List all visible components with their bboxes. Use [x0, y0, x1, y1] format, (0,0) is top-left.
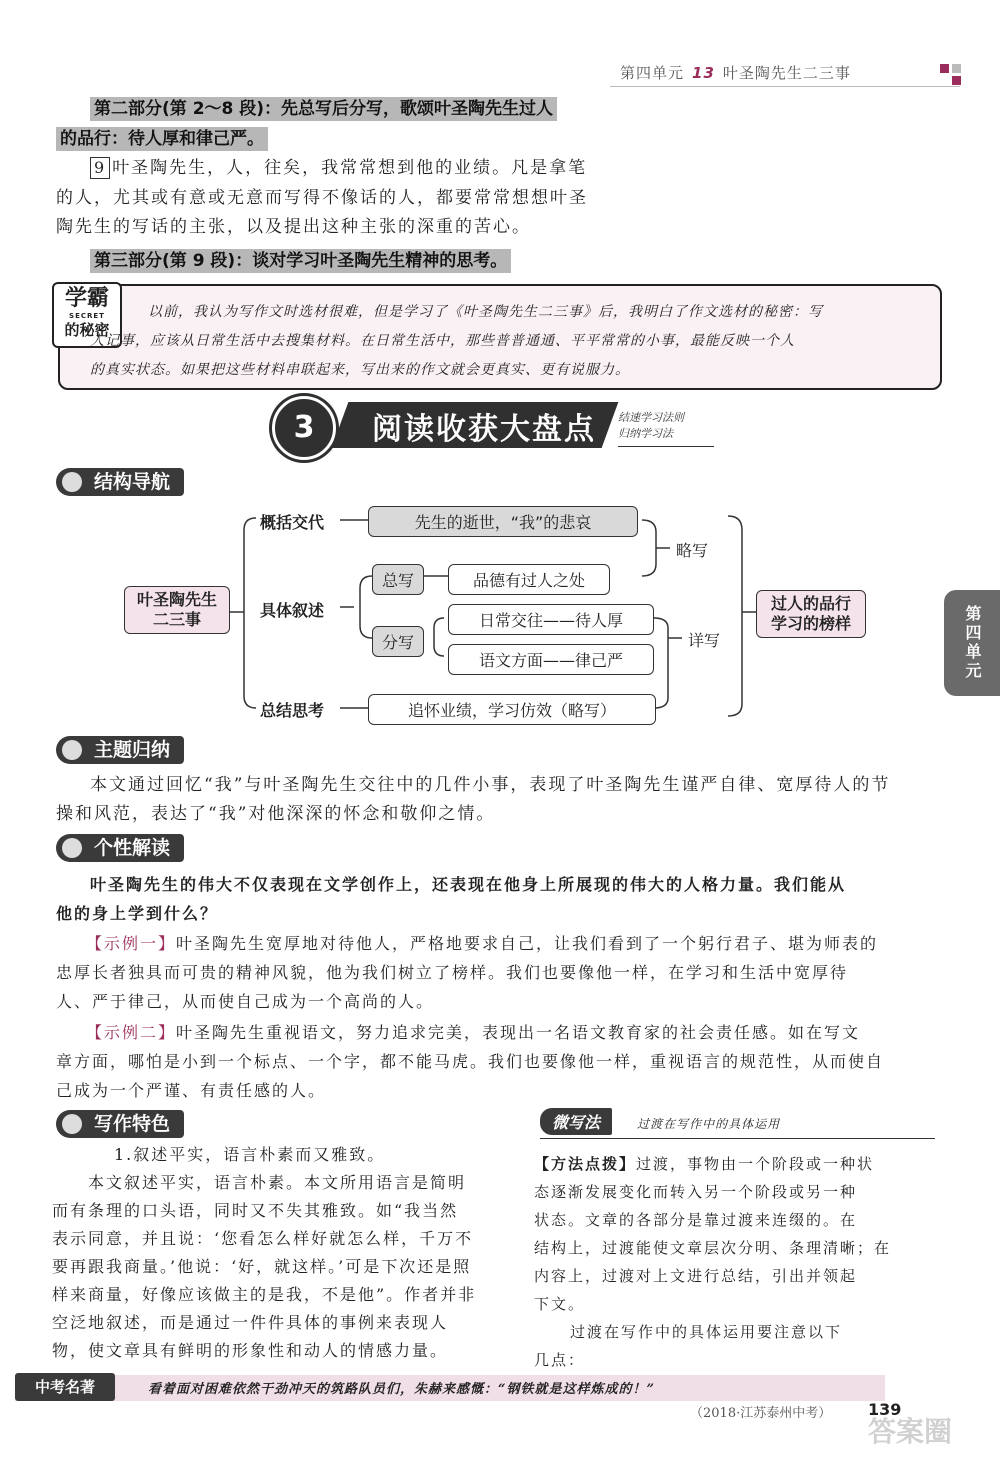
writing-body	[52, 1169, 507, 1365]
method-body-line: 结构上，过渡能使文章层次分明、条理清晰；在	[534, 1239, 892, 1257]
example2-label: 【示例二】	[86, 1023, 177, 1042]
tag-dot-icon	[62, 472, 82, 492]
method-body-line: 状态。文章的各部分是靠过渡来连缀的。在	[534, 1211, 858, 1229]
structure-tag: 结构导航	[56, 468, 184, 496]
part2-heading-cont: 的品行：待人厚和律己严。	[56, 124, 268, 149]
tag-dot-icon	[62, 838, 82, 858]
tag-dot-icon	[62, 740, 82, 760]
method-body-line: 下文。	[534, 1295, 586, 1313]
node-virtue: 品德有过人之处	[448, 564, 610, 595]
header-square-icon	[952, 64, 961, 73]
question-line2: 他的身上学到什么？	[56, 904, 219, 923]
node-fenxie: 分写	[372, 626, 424, 657]
node-daily-life: 日常交往——待人厚	[448, 604, 654, 635]
example1-label: 【示例一】	[86, 934, 177, 953]
running-header	[620, 62, 851, 83]
example1-line1: 【示例一】叶圣陶先生宽厚地对待他人，严格地要求自己，让我们看到了一个躬行君子、堪为师表的	[86, 934, 879, 953]
branch-detail: 具体叙述	[260, 601, 325, 620]
secret-badge: 学霸 SECRET 的秘密	[52, 282, 122, 348]
footer-source: （2018·江苏泰州中考）	[690, 1406, 832, 1421]
lesson-number: 13	[692, 64, 715, 82]
writing-column	[52, 1140, 507, 1365]
node-result: 过人的品行 学习的榜样	[756, 590, 866, 638]
section-banner-subtitle: 结速学习法则 归纳学习法	[618, 411, 684, 440]
lesson-title: 叶圣陶先生二三事	[722, 64, 851, 82]
method-body-line: 【方法点拨】过渡，事物由一个阶段或一种状	[534, 1155, 875, 1173]
header-rule	[610, 86, 960, 87]
theme-line2: 操和风范，表达了“我”对他深深的怀念和敬仰之情。	[56, 804, 496, 824]
footer-badge: 中考名著	[15, 1373, 115, 1401]
node-death-sorrow: 先生的逝世，“我”的悲哀	[368, 506, 638, 537]
node-recollection: 追怀业绩，学习仿效（略写）	[368, 694, 656, 725]
theme-line1: 本文通过回忆“我”与叶圣陶先生交往中的几件小事，表现了叶圣陶先生谨严自律、宽厚待人的节	[90, 775, 891, 795]
header-square-icon	[952, 76, 961, 85]
method-tag: 微写法	[540, 1108, 612, 1135]
writing-body-line: 空泛地叙述，而是通过一件件具体的事例来表现人	[52, 1313, 449, 1332]
method-body-line: 态逐渐发展变化而转入另一个阶段或另一种	[534, 1183, 858, 1201]
question-line1: 叶圣陶先生的伟大不仅表现在文学创作上，还表现在他身上所展现的伟大的人格力量。我们能从	[90, 875, 847, 894]
part3-heading: 第三部分(第 9 段)：谈对学习叶圣陶先生精神的思考。	[90, 246, 511, 271]
example2-line1: 【示例二】叶圣陶先生重视语文，努力追求完美，表现出一名语文教育家的社会责任感。如在写文	[86, 1023, 861, 1042]
node-language: 语文方面——律己严	[448, 644, 654, 675]
method-body-line: 几点：	[534, 1351, 586, 1369]
theme-tag: 主题归纳	[56, 736, 184, 764]
method-title-bar	[540, 1108, 935, 1139]
header-square-icon	[940, 64, 949, 73]
writing-point-1: 1.叙述平实，语言朴素而又雅致。	[114, 1145, 386, 1164]
writing-body-line: 要再跟我商量。’他说：‘好，就这样。’可是下次还是照	[52, 1257, 472, 1276]
method-column	[534, 1150, 934, 1374]
writing-tag: 写作特色	[56, 1110, 184, 1138]
section-number-badge: 3	[272, 396, 336, 460]
label-brief: 略写	[676, 541, 709, 560]
example2-line3: 己成为一个严谨、有责任感的人。	[56, 1081, 327, 1100]
node-zongxie: 总写	[372, 564, 424, 595]
example2-line2: 章方面，哪怕是小到一个标点、一个字，都不能马虎。我们也要像他一样，重视语言的规范性，从而使自	[56, 1052, 885, 1071]
example1-line3: 人、严于律己，从而使自己成为一个高尚的人。	[56, 992, 435, 1011]
unit-label: 第四单元	[620, 64, 685, 82]
paragraph-9-line3: 陶先生的写话的主张，以及提出这种主张的深重的苦心。	[56, 217, 531, 237]
branch-summary: 概括交代	[260, 513, 325, 532]
example1-line2: 忠厚长者独具而可贵的精神风貌，他为我们树立了榜样。我们也要像他一样，在学习和生活中宽厚待	[56, 963, 849, 982]
banner-rule	[618, 446, 714, 447]
personal-tag: 个性解读	[56, 834, 184, 862]
writing-body-line: 而有条理的口头语，同时又不失其雅致。如“我当然	[52, 1201, 459, 1220]
tag-dot-icon	[62, 1114, 82, 1134]
section-banner-title: 阅读收获大盘点	[372, 412, 596, 447]
diagram-root-node: 叶圣陶先生 二三事	[124, 586, 230, 634]
method-body	[534, 1150, 934, 1374]
method-label: 【方法点拨】	[534, 1155, 637, 1173]
unit-side-tab: 第四单元	[944, 590, 1000, 696]
label-detailed: 详写	[688, 631, 721, 650]
page-number: 139	[868, 1400, 902, 1419]
writing-body-line: 样来商量，好像应该做主的是我，不是他”。作者并非	[52, 1285, 477, 1304]
writing-body-line: 本文叙述平实，语言朴素。本文所用语言是简明	[88, 1173, 467, 1192]
branch-conclusion: 总结思考	[260, 701, 325, 720]
method-title: 过渡在写作中的具体运用	[637, 1117, 781, 1131]
writing-body-line: 表示同意，并且说：‘您看怎么样好就怎么样，千万不	[52, 1229, 474, 1248]
method-body-line: 过渡在写作中的具体运用要注意以下	[570, 1323, 843, 1341]
footer-quote: 看着面对困难依然干劲冲天的筑路队员们，朱赫来感慨：“钢铁就是这样炼成的！”	[148, 1382, 655, 1397]
secret-text: 以前，我认为写作文时选材很难，但是学习了《叶圣陶先生二三事》后，我明白了作文选材的秘密：写 人记事，应该从日常生活中去搜集材料。在日常生活中，那些普普通通、平平常常的小事，最能反映一个人 的真实状态。如果把这些材料串联起来，写出来的作文就会更真实、更有说服力。	[90, 304, 823, 378]
part2-heading: 第二部分(第 2～8 段)：先总写后分写，歌颂叶圣陶先生过人	[90, 94, 557, 119]
watermark-logo: 答案圈	[868, 1415, 953, 1448]
method-body-line: 内容上，过渡对上文进行总结，引出并领起	[534, 1267, 858, 1285]
paragraph-number: 9	[90, 157, 110, 179]
writing-body-line: 物，使文章具有鲜明的形象性和动人的情感力量。	[52, 1341, 449, 1360]
paragraph-9-line1: 9 叶圣陶先生，人，往矣，我常常想到他的业绩。凡是拿笔	[90, 154, 587, 183]
paragraph-9-line2: 的人，尤其或有意或无意而写得不像话的人，都要常常想想叶圣	[56, 188, 588, 208]
